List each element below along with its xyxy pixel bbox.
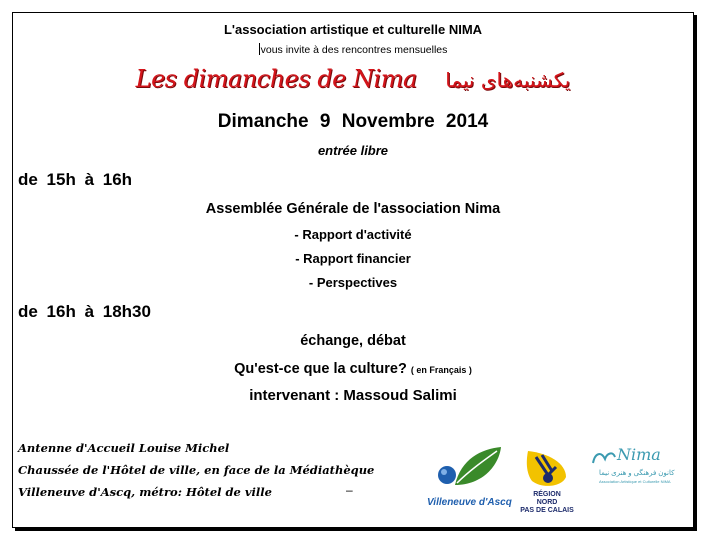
title-french: Les dimanches de Nima — [135, 65, 417, 93]
entry-note: entrée libre — [317, 143, 389, 158]
invitation-card — [12, 12, 694, 528]
region-label — [518, 491, 576, 515]
agenda-item: - Perspectives — [308, 275, 398, 290]
villeneuve-logo — [421, 445, 521, 515]
speaker: intervenant : Massoud Salimi — [249, 387, 457, 404]
nima-subtitle-fa: کانون فرهنگی و هنری نیما — [599, 470, 675, 477]
invitation-text: vous invite à des rencontres mensuelles — [260, 44, 448, 56]
agenda-item: - Rapport financier — [295, 251, 411, 266]
event-title — [13, 65, 693, 93]
text-cursor — [259, 43, 260, 55]
session2-time: de 16h à 18h30 — [18, 302, 151, 321]
organization-name: L'association artistique et culturelle NIMA — [223, 22, 483, 37]
agenda-item: - Rapport d'activité — [294, 227, 412, 242]
nima-logo — [589, 445, 679, 505]
region-label-line: RÉGION — [533, 491, 561, 498]
session1-title: Assemblée Générale de l'association Nima — [205, 201, 501, 217]
title-persian: یکشنبه‌های نیما — [445, 68, 571, 92]
invitation-line — [13, 43, 693, 56]
session2-question — [13, 361, 693, 377]
nima-name: Nima — [617, 445, 661, 464]
region-emblem-icon — [518, 447, 576, 491]
address-line: Antenne d'Accueil Louise Michel — [18, 441, 230, 455]
region-label-line: PAS DE CALAIS — [520, 507, 574, 514]
nima-emblem-icon — [589, 447, 619, 467]
question-text: Qu'est-ce que la culture? — [234, 361, 407, 377]
event-date: Dimanche 9 Novembre 2014 — [217, 111, 489, 132]
region-logo — [518, 447, 576, 519]
address-line: Villeneuve d'Ascq, métro: Hôtel de ville — [18, 485, 272, 499]
leaf-icon — [421, 445, 521, 497]
nima-subtitle-fr: Association Artistique et Culturelle NIMA — [599, 479, 671, 484]
session2-subtitle: échange, débat — [300, 333, 406, 349]
address-line: Chaussée de l'Hôtel de ville, en face de la Médiathèque — [18, 463, 375, 477]
session1-time: de 15h à 16h — [18, 170, 133, 189]
language-note: ( en Français ) — [410, 365, 472, 375]
villeneuve-label: Villeneuve d'Ascq — [427, 497, 512, 508]
dash-mark: – — [346, 483, 353, 497]
region-label-line: NORD — [536, 499, 558, 506]
